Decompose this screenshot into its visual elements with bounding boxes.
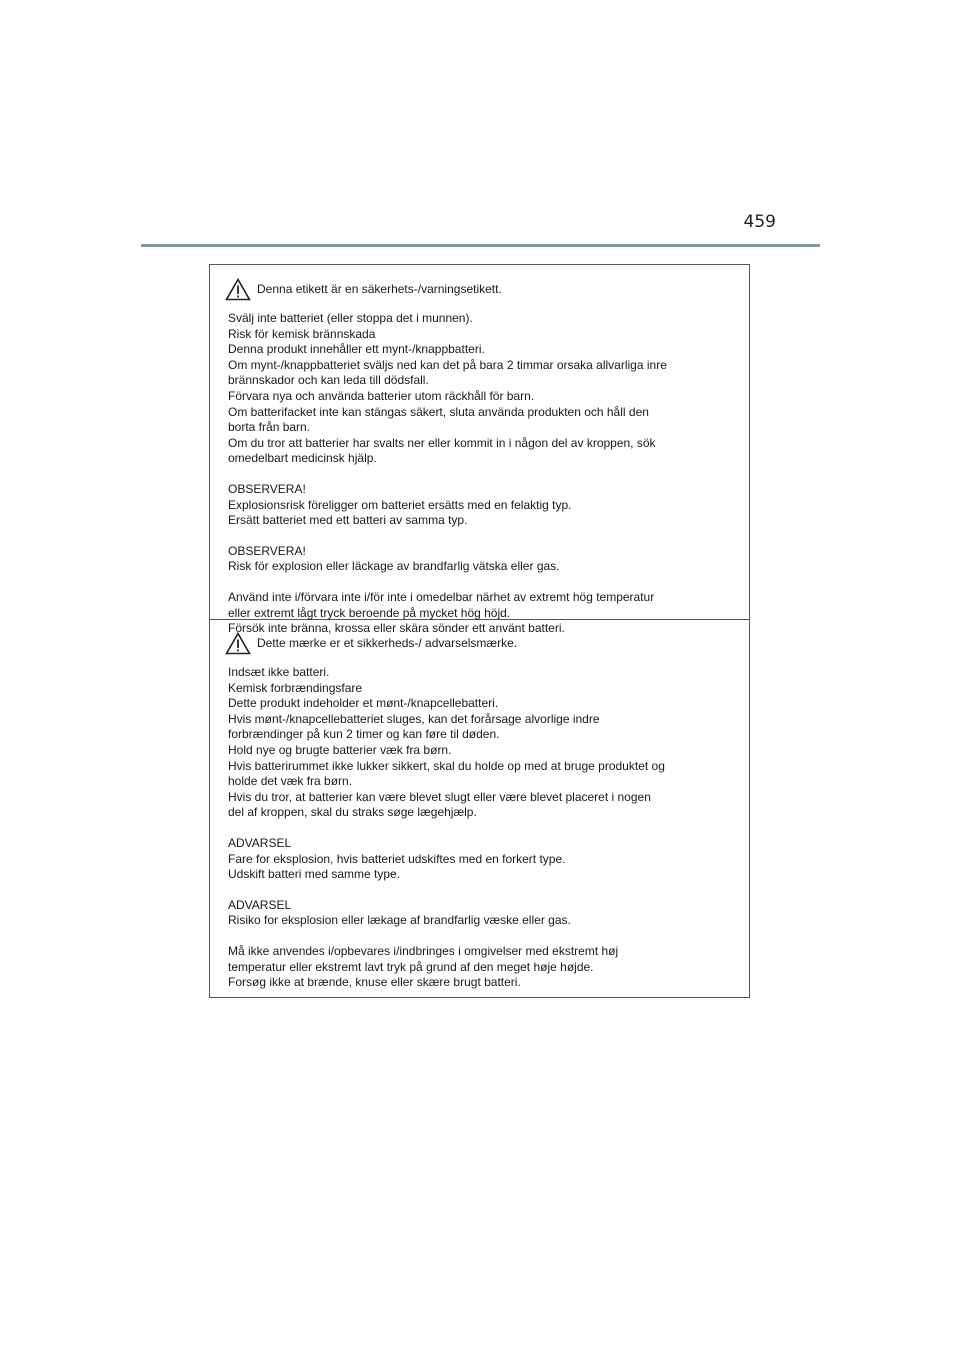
text-line: Udskift batteri med samme type. xyxy=(228,867,401,882)
text-line: OBSERVERA! xyxy=(228,543,306,558)
text-line: Hvis mønt-/knapcellebatteriet sluges, kan det forårsage alvorlige indre xyxy=(228,711,600,726)
text-line: Forsøg ikke at brænde, knuse eller skære brugt batteri. xyxy=(228,975,521,990)
text-line: omedelbart medicinsk hjälp. xyxy=(228,451,377,466)
text-line: Hold nye og brugte batterier væk fra børn. xyxy=(228,742,452,757)
text-line: Explosionsrisk föreligger om batteriet ersätts med en felaktig typ. xyxy=(228,497,572,512)
text-line: Svälj inte batteriet (eller stoppa det i munnen). xyxy=(228,311,473,325)
danish-heading-row xyxy=(225,632,731,655)
text-line: Om batterifacket inte kan stängas säkert, sluta använda produkten och håll den xyxy=(228,404,649,419)
swedish-paragraph-1 xyxy=(228,311,731,467)
text-line: ADVARSEL xyxy=(228,835,292,850)
warning-label-box xyxy=(209,264,750,998)
swedish-heading: Denna etikett är en säkerhets-/varningsetikett. xyxy=(257,281,502,296)
text-line: forbrændinger på kun 2 timer og kan føre til døden. xyxy=(228,727,500,742)
text-line: del af kroppen, skal du straks søge lægehjælp. xyxy=(228,805,477,820)
text-line: Försök inte bränna, krossa eller skära sönder ett använt batteri. xyxy=(228,621,565,636)
text-line: Använd inte i/förvara inte i/för inte i omedelbar närhet av extremt hög temperatur xyxy=(228,589,655,604)
text-line: holde det væk fra børn. xyxy=(228,774,353,789)
text-line: brännskador och kan leda till dödsfall. xyxy=(228,373,429,388)
swedish-paragraph-2 xyxy=(228,482,731,529)
warning-triangle-icon xyxy=(225,278,251,301)
text-line: Risiko for eksplosion eller lækage af brandfarlig væske eller gas. xyxy=(228,913,571,928)
danish-paragraph-2 xyxy=(228,836,731,883)
danish-paragraph-3 xyxy=(228,898,731,929)
text-line: Fare for eksplosion, hvis batteriet udskiftes med en forkert type. xyxy=(228,851,566,866)
text-line: Risk för explosion eller läckage av brandfarlig vätska eller gas. xyxy=(228,559,560,574)
swedish-paragraph-3 xyxy=(228,544,731,575)
danish-paragraph-1 xyxy=(228,665,731,821)
text-line: Denna produkt innehåller ett mynt-/knappbatteri. xyxy=(228,342,485,357)
danish-paragraph-4 xyxy=(228,944,731,991)
text-line: OBSERVERA! xyxy=(228,481,306,496)
text-line: Förvara nya och använda batterier utom räckhåll för barn. xyxy=(228,388,535,403)
text-line: Må ikke anvendes i/opbevares i/indbringes i omgivelser med ekstremt høj xyxy=(228,943,619,958)
text-line: temperatur eller ekstremt lavt tryk på grund af den meget høje højde. xyxy=(228,959,594,974)
page-number: 459 xyxy=(743,212,776,232)
text-line: Hvis du tror, at batterier kan være blevet slugt eller være blevet placeret i nogen xyxy=(228,789,651,804)
swedish-section xyxy=(210,265,749,636)
text-line: Hvis batterirummet ikke lukker sikkert, skal du holde op med at bruge produktet og xyxy=(228,758,665,773)
warning-triangle-icon xyxy=(225,632,251,655)
text-line: Om du tror att batterier har svalts ner eller kommit in i någon del av kroppen, sök xyxy=(228,435,656,450)
text-line: Kemisk forbrændingsfare xyxy=(228,680,363,695)
text-line: Indsæt ikke batteri. xyxy=(228,665,330,679)
text-line: Om mynt-/knappbatteriet sväljs ned kan det på bara 2 timmar orsaka allvarliga inre xyxy=(228,357,667,372)
swedish-heading-row xyxy=(225,278,731,301)
danish-section xyxy=(210,619,749,997)
header-rule xyxy=(141,244,820,247)
text-line: borta från barn. xyxy=(228,420,311,435)
danish-heading: Dette mærke er et sikkerheds-/ advarselsmærke. xyxy=(257,635,518,650)
text-line: Ersätt batteriet med ett batteri av samma typ. xyxy=(228,513,468,528)
text-line: Risk för kemisk brännskada xyxy=(228,326,376,341)
text-line: ADVARSEL xyxy=(228,897,292,912)
text-line: Dette produkt indeholder et mønt-/knapcellebatteri. xyxy=(228,696,499,711)
text-line: eller extremt lågt tryck beroende på mycket hög höjd. xyxy=(228,605,511,620)
